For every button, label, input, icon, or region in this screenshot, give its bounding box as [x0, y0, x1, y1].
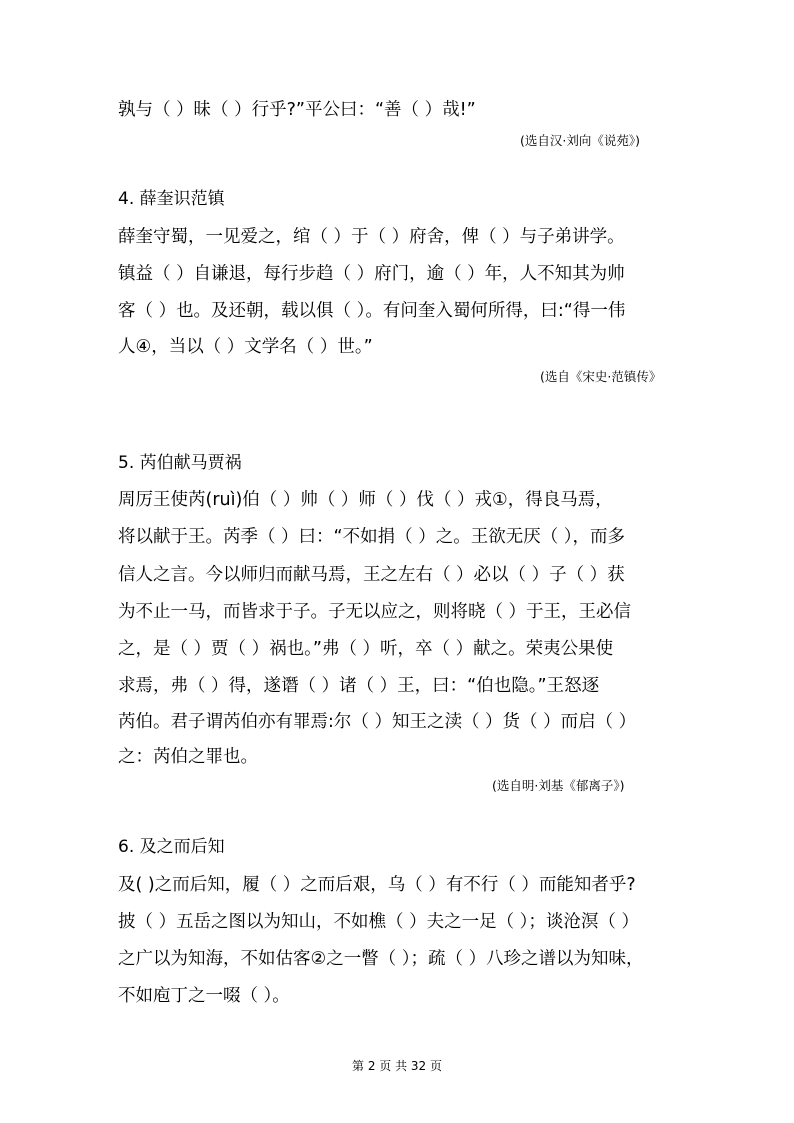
s5-line-8: 之：芮伯之罪也。 — [118, 747, 258, 767]
s5-line-7: 芮伯。君子谓芮伯亦有罪焉:尔（ ）知王之渎（ ）货（ ）而启（ ） — [118, 712, 637, 732]
s4-line-1: 薛奎守蜀，一见爱之，绾（ ）于（ ）府舍，俾（ ）与子弟讲学。 — [118, 227, 625, 247]
s5-line-6: 求焉，弗（ ）得，遂谮（ ）诸（ ）王，曰：“伯也隐。”王怒逐 — [118, 676, 600, 696]
s4-line-2: 镇益（ ）自谦退，每行步趋（ ）府门，逾（ ）年，人不知其为帅 — [118, 264, 625, 284]
s5-line-5: 之，是（ ）贾（ ）祸也。”弗（ ）听，卒（ ）献之。荣夷公果使 — [118, 639, 614, 659]
s6-line-4: 不如庖丁之一啜（ ）。 — [118, 986, 290, 1006]
s6-title: 6. 及之而后知 — [118, 837, 225, 857]
s4-title: 4. 薛奎识范镇 — [118, 189, 225, 209]
s4-line-4: 人④，当以（ ）文学名（ ）世。” — [118, 337, 373, 357]
s3-last-line: 孰与（ ）昧（ ）行乎?”平公曰：“善（ ）哉!” — [118, 100, 476, 120]
s3-source: (选自汉·刘向《说苑》) — [520, 133, 640, 148]
s5-title: 5. 芮伯献马贾祸 — [118, 453, 242, 473]
s6-line-2: 披（ ）五岳之图以为知山，不如樵（ ）夫之一足（ ）；谈沧溟（ ） — [118, 912, 639, 932]
s5-line-2: 将以献于王。芮季（ ）曰：“不如捐（ ）之。王欲无厌（ ），而多 — [118, 527, 626, 547]
s5-source: (选自明·刘基《郁离子》) — [492, 778, 625, 793]
s4-source: (选自《宋史·范镇传》 — [540, 369, 662, 384]
s4-line-3: 客（ ）也。及还朝，载以俱（ ）。有问奎入蜀何所得，曰:“得一伟 — [118, 301, 626, 321]
s5-line-1: 周厉王使芮(ruì)伯（ ）帅（ ）师（ ）伐（ ）戎①，得良马焉， — [118, 490, 613, 510]
s5-line-4: 为不止一马，而皆求于子。子无以应之，则将晓（ ）于王，王必信 — [118, 602, 632, 622]
s6-line-1: 及( )之而后知，履（ ）之而后艰，乌（ ）有不行（ ）而能知者乎? — [118, 875, 636, 895]
page-footer: 第 2 页 共 32 页 — [352, 1059, 442, 1073]
s6-line-3: 之广以为知海，不如估客②之一瞥（ ）；疏（ ）八珍之谱以为知味， — [118, 949, 644, 969]
s5-line-3: 信人之言。今以师归而献马焉，王之左右（ ）必以（ ）子（ ）获 — [118, 565, 625, 585]
